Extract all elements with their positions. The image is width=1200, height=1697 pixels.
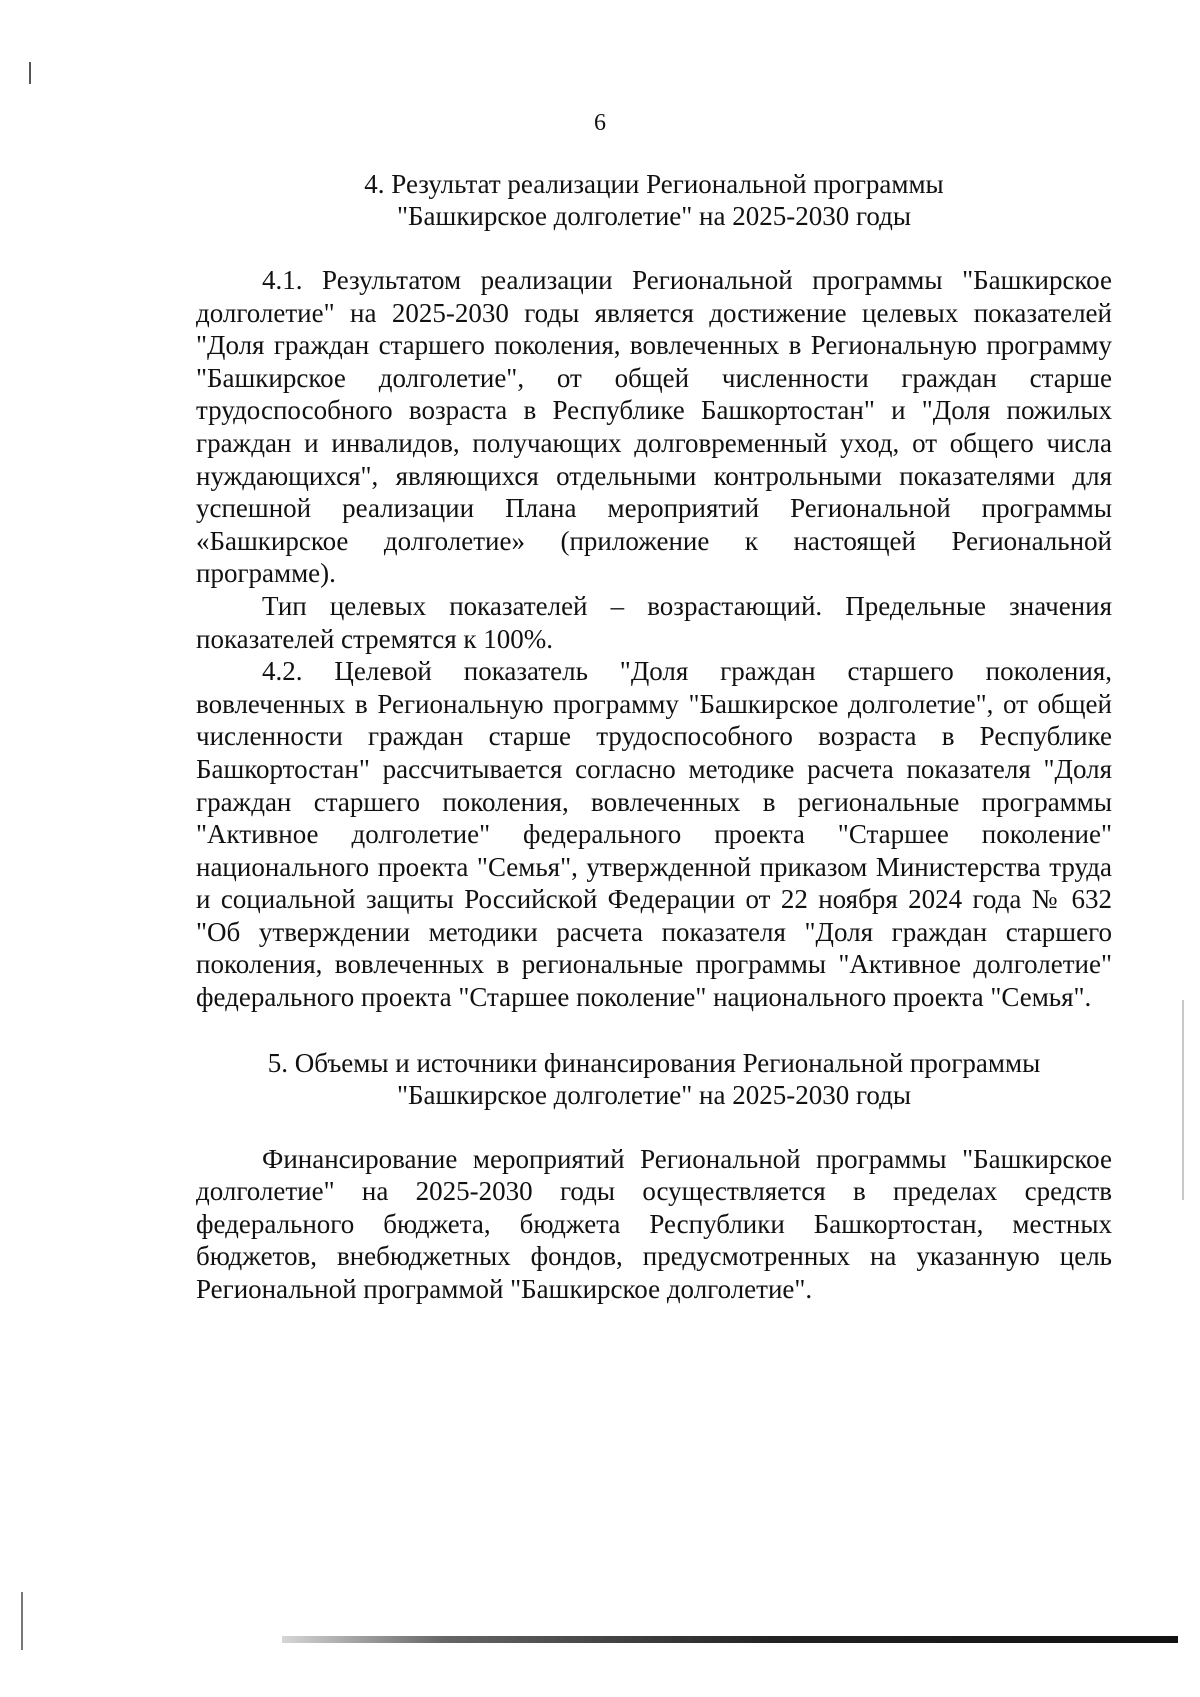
section-5-heading	[196, 1047, 1112, 1111]
spacer	[196, 232, 1112, 264]
spacer	[196, 1014, 1112, 1047]
section-4-heading-line-2: "Башкирское долголетие" на 2025-2030 годы	[397, 201, 911, 231]
paragraph-4-1: 4.1. Результатом реализации Региональной программы "Башкирское долголетие" на 2025-2030 годы является достижение целевых показателей "Доля граждан старшего поколения, вовлеченных в Региональную программу "Башкирское долголетие", от общей численности граждан старше трудоспособного возраста в Республике Башкортостан" и "Доля пожилых граждан и инвалидов, получающих долговременный уход, от общего числа нуждающихся", являющихся отдельными контрольными показателями для успешной реализации Плана мероприятий Региональной программы «Башкирское долголетие» (приложение к настоящей Региональной программе).	[196, 265, 1112, 589]
section-4-heading	[196, 168, 1112, 232]
paragraph-indicator-type: Тип целевых показателей – возрастающий. Предельные значения показателей стремятся к 100%.	[196, 590, 1112, 654]
scan-margin-mark-bottom	[21, 1592, 23, 1650]
section-4-heading-line-1: 4. Результат реализации Региональной программы	[364, 169, 944, 199]
paragraph-4-2: 4.2. Целевой показатель "Доля граждан старшего поколения, вовлеченных в Региональную программу "Башкирское долголетие", от общей численности граждан старше трудоспособного возраста в Республике Башкортостан" рассчитывается согласно методике расчета показателя "Доля граждан старшего поколения, вовлеченных в региональные программы "Активное долголетие" федерального проекта "Старшее поколение" национального проекта "Семья", утвержденной приказом Министерства труда и социальной защиты Российской Федерации от 22 ноября 2024 года № 632 "Об утверждении методики расчета показателя "Доля граждан старшего поколения, вовлеченных в региональные программы "Активное долголетие" федерального проекта "Старшее поколение" национального проекта "Семья".	[196, 656, 1112, 1013]
section-5-heading-line-1: 5. Объемы и источники финансирования Региональной программы	[267, 1047, 1041, 1078]
scan-margin-mark-top	[29, 62, 31, 84]
spacer	[196, 1111, 1112, 1143]
document-body	[196, 168, 1112, 1306]
page-number: 6	[594, 110, 606, 136]
section-5-heading-line-2: "Башкирское долголетие" на 2025-2030 годы	[397, 1079, 911, 1110]
page-bottom-scan-line	[282, 1636, 1178, 1643]
paragraph-financing: Финансирование мероприятий Региональной программы "Башкирское долголетие" на 2025-2030 годы осуществляется в пределах средств федерального бюджета, бюджета Республики Башкортостан, местных бюджетов, внебюджетных фондов, предусмотренных на указанную цель Региональной программой "Башкирское долголетие".	[196, 1143, 1112, 1305]
scan-right-edge-shadow	[1182, 1000, 1184, 1200]
